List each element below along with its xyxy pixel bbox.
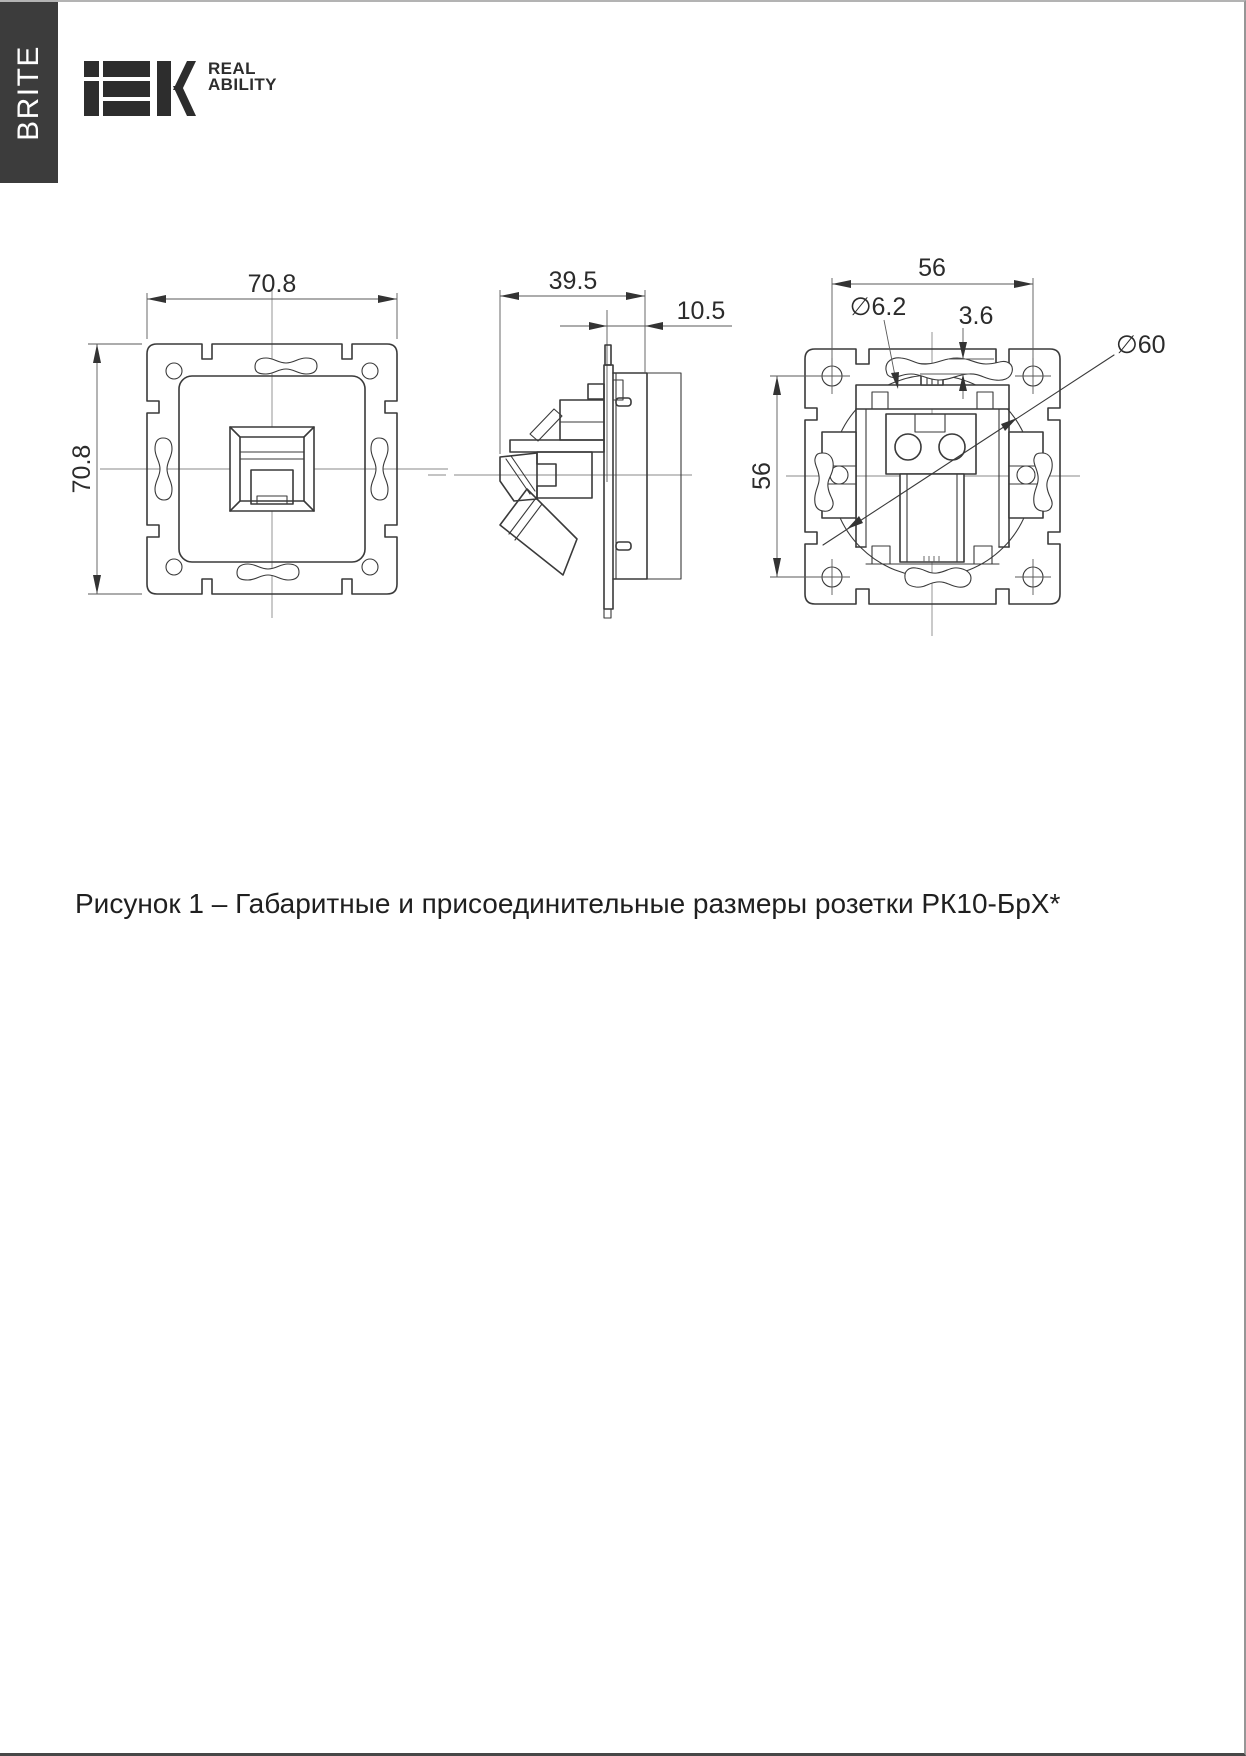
front-width-dimension: 70.8 bbox=[247, 270, 297, 298]
back-horizontal-spacing-dimension: 56 bbox=[918, 254, 946, 282]
slot-width-label: 3.6 bbox=[958, 302, 994, 330]
hole-diameter-label: ∅6.2 bbox=[849, 293, 907, 321]
body-diameter-label: ∅60 bbox=[1116, 331, 1166, 359]
technical-drawing bbox=[0, 2, 1246, 702]
front-height-dimension: 70.8 bbox=[68, 444, 96, 494]
brite-series-label: BRITE bbox=[12, 44, 46, 141]
figure-caption: Рисунок 1 – Габаритные и присоединительные размеры розетки РК10-БрХ* bbox=[75, 888, 1061, 919]
logo-tagline-line2: ABILITY bbox=[208, 75, 277, 94]
side-protrusion-dimension: 10.5 bbox=[676, 297, 726, 325]
back-view-drawing bbox=[748, 254, 1166, 636]
back-vertical-spacing-dimension: 56 bbox=[748, 462, 776, 490]
logo-tagline-line1: REAL bbox=[208, 59, 256, 78]
front-view-drawing bbox=[68, 270, 448, 618]
side-depth-dimension: 39.5 bbox=[548, 267, 598, 295]
side-view-drawing bbox=[428, 267, 732, 618]
